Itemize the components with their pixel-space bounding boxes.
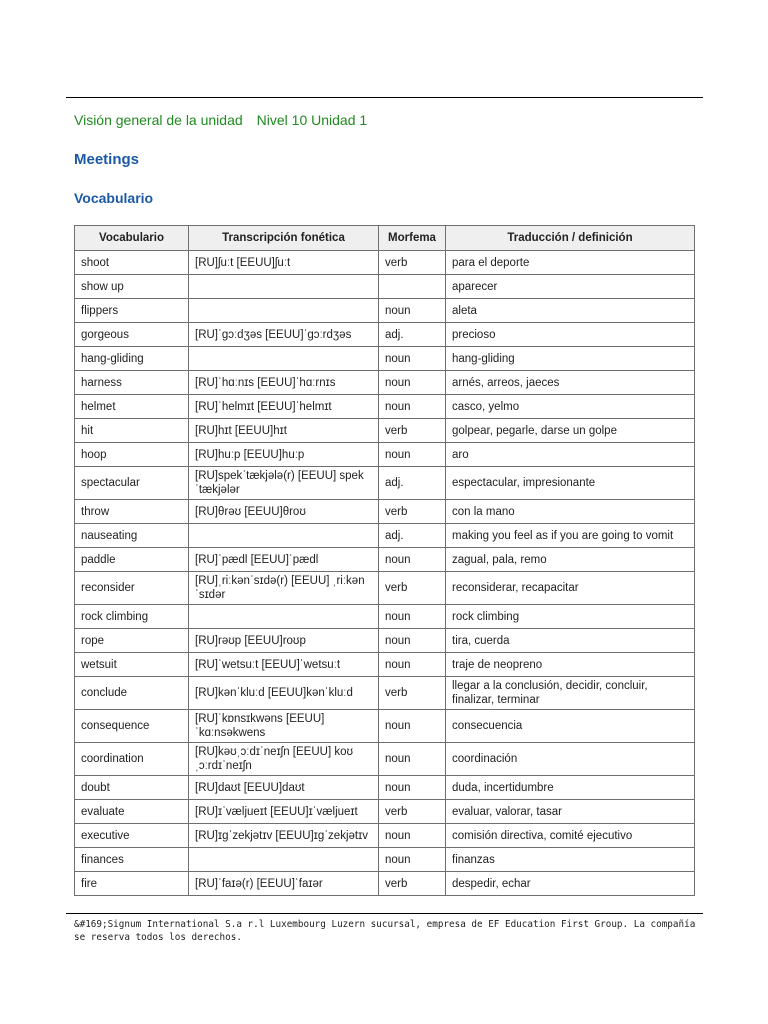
phonetic-cell: [RU]spekˈtækjələ(r) [EEUU] spekˈtækjələr [189, 467, 379, 500]
translation-cell: despedir, echar [446, 872, 695, 896]
vocabulary-cell: executive [75, 824, 189, 848]
morpheme-cell: noun [379, 347, 446, 371]
phonetic-cell: [RU]ˌriːkənˈsɪdə(r) [EEUU] ˌriːkənˈsɪdər [189, 572, 379, 605]
translation-cell: arnés, arreos, jaeces [446, 371, 695, 395]
vocabulary-cell: paddle [75, 548, 189, 572]
morpheme-cell: verb [379, 251, 446, 275]
morpheme-cell: noun [379, 371, 446, 395]
phonetic-cell: [RU]kəʊˌɔːdɪˈneɪʃn [EEUU] koʊˌɔːrdɪˈneɪʃn [189, 743, 379, 776]
vocabulary-cell: hoop [75, 443, 189, 467]
vocabulary-cell: evaluate [75, 800, 189, 824]
vocabulary-cell: finances [75, 848, 189, 872]
footer-line: &#169;Signum International S.a r.l Luxembourg Luzern sucursal, empresa de EF Education First Group. La compañía [74, 919, 696, 930]
column-header: Traducción / definición [446, 226, 695, 251]
table-row [75, 872, 695, 896]
table-row [75, 605, 695, 629]
vocabulary-cell: hang-gliding [75, 347, 189, 371]
phonetic-cell: [RU]ˈfaɪə(r) [EEUU]ˈfaɪər [189, 872, 379, 896]
column-header: Transcripción fonética [189, 226, 379, 251]
translation-cell: traje de neopreno [446, 653, 695, 677]
phonetic-cell: [RU]ɪˈvæljueɪt [EEUU]ɪˈvæljueɪt [189, 800, 379, 824]
phonetic-cell [189, 605, 379, 629]
table-row [75, 275, 695, 299]
phonetic-cell [189, 524, 379, 548]
phonetic-cell: [RU]ˈpædl [EEUU]ˈpædl [189, 548, 379, 572]
phonetic-cell: [RU]ʃuːt [EEUU]ʃuːt [189, 251, 379, 275]
footer-divider [66, 913, 703, 914]
table-row [75, 572, 695, 605]
page-title: Meetings [74, 151, 140, 168]
morpheme-cell: noun [379, 824, 446, 848]
table-row [75, 629, 695, 653]
table-row [75, 743, 695, 776]
table-row [75, 347, 695, 371]
vocabulary-cell: reconsider [75, 572, 189, 605]
table-row [75, 395, 695, 419]
morpheme-cell: adj. [379, 524, 446, 548]
translation-cell: finanzas [446, 848, 695, 872]
morpheme-cell: verb [379, 872, 446, 896]
phonetic-cell [189, 299, 379, 323]
morpheme-cell: adj. [379, 323, 446, 347]
translation-cell: para el deporte [446, 251, 695, 275]
morpheme-cell: noun [379, 548, 446, 572]
table-row [75, 419, 695, 443]
vocabulary-cell: harness [75, 371, 189, 395]
vocabulary-cell: show up [75, 275, 189, 299]
vocabulary-cell: rock climbing [75, 605, 189, 629]
morpheme-cell: verb [379, 500, 446, 524]
morpheme-cell: verb [379, 572, 446, 605]
translation-cell: llegar a la conclusión, decidir, concluir, finalizar, terminar [446, 677, 695, 710]
table-row [75, 467, 695, 500]
footer-line: se reserva todos los derechos. [74, 932, 242, 943]
translation-cell: consecuencia [446, 710, 695, 743]
phonetic-cell: [RU]huːp [EEUU]huːp [189, 443, 379, 467]
phonetic-cell: [RU]rəʊp [EEUU]roʊp [189, 629, 379, 653]
vocabulary-table [74, 225, 695, 896]
morpheme-cell: noun [379, 848, 446, 872]
morpheme-cell: noun [379, 629, 446, 653]
table-row [75, 323, 695, 347]
vocabulary-cell: coordination [75, 743, 189, 776]
vocabulary-cell: consequence [75, 710, 189, 743]
translation-cell: aparecer [446, 275, 695, 299]
table-header-row [75, 226, 695, 251]
vocabulary-cell: nauseating [75, 524, 189, 548]
phonetic-cell: [RU]ˈhelmɪt [EEUU]ˈhelmɪt [189, 395, 379, 419]
table-row [75, 800, 695, 824]
table-row [75, 524, 695, 548]
translation-cell: coordinación [446, 743, 695, 776]
vocabulary-cell: fire [75, 872, 189, 896]
translation-cell: con la mano [446, 500, 695, 524]
table-row [75, 443, 695, 467]
vocabulary-cell: spectacular [75, 467, 189, 500]
phonetic-cell: [RU]kənˈkluːd [EEUU]kənˈkluːd [189, 677, 379, 710]
vocabulary-cell: doubt [75, 776, 189, 800]
table-row [75, 776, 695, 800]
morpheme-cell: noun [379, 443, 446, 467]
morpheme-cell: noun [379, 710, 446, 743]
table-row [75, 299, 695, 323]
unit-label: Nivel 10 Unidad 1 [256, 112, 368, 128]
vocabulary-cell: wetsuit [75, 653, 189, 677]
morpheme-cell: verb [379, 677, 446, 710]
table-row [75, 710, 695, 743]
vocabulary-cell: hit [75, 419, 189, 443]
table-body [75, 251, 695, 896]
vocabulary-cell: conclude [75, 677, 189, 710]
vocabulary-cell: helmet [75, 395, 189, 419]
translation-cell: casco, yelmo [446, 395, 695, 419]
translation-cell: comisión directiva, comité ejecutivo [446, 824, 695, 848]
column-header: Vocabulario [75, 226, 189, 251]
overview-label: Visión general de la unidad [74, 112, 243, 128]
translation-cell: aro [446, 443, 695, 467]
phonetic-cell: [RU]ˈkɒnsɪkwəns [EEUU] ˈkɑːnsəkwens [189, 710, 379, 743]
copyright-footer [74, 918, 704, 944]
morpheme-cell [379, 275, 446, 299]
table-row [75, 500, 695, 524]
phonetic-cell: [RU]θrəʊ [EEUU]θroʊ [189, 500, 379, 524]
vocabulary-cell: throw [75, 500, 189, 524]
table-row [75, 653, 695, 677]
vocabulary-cell: flippers [75, 299, 189, 323]
table-row [75, 548, 695, 572]
translation-cell: espectacular, impresionante [446, 467, 695, 500]
section-heading: Vocabulario [74, 190, 154, 206]
phonetic-cell: [RU]daʊt [EEUU]daʊt [189, 776, 379, 800]
phonetic-cell: [RU]ˈhɑːnɪs [EEUU]ˈhɑːrnɪs [189, 371, 379, 395]
column-header: Morfema [379, 226, 446, 251]
vocabulary-cell: shoot [75, 251, 189, 275]
table-row [75, 848, 695, 872]
table-row [75, 677, 695, 710]
translation-cell: rock climbing [446, 605, 695, 629]
translation-cell: precioso [446, 323, 695, 347]
table-row [75, 251, 695, 275]
morpheme-cell: noun [379, 653, 446, 677]
phonetic-cell: [RU]ɪɡˈzekjətɪv [EEUU]ɪɡˈzekjətɪv [189, 824, 379, 848]
morpheme-cell: noun [379, 299, 446, 323]
translation-cell: tira, cuerda [446, 629, 695, 653]
table-row [75, 824, 695, 848]
vocabulary-cell: gorgeous [75, 323, 189, 347]
phonetic-cell: [RU]ˈwetsuːt [EEUU]ˈwetsuːt [189, 653, 379, 677]
table-row [75, 371, 695, 395]
vocabulary-cell: rope [75, 629, 189, 653]
phonetic-cell [189, 848, 379, 872]
translation-cell: aleta [446, 299, 695, 323]
translation-cell: hang-gliding [446, 347, 695, 371]
morpheme-cell: verb [379, 419, 446, 443]
morpheme-cell: adj. [379, 467, 446, 500]
translation-cell: evaluar, valorar, tasar [446, 800, 695, 824]
translation-cell: reconsiderar, recapacitar [446, 572, 695, 605]
morpheme-cell: noun [379, 776, 446, 800]
morpheme-cell: noun [379, 743, 446, 776]
unit-header [74, 112, 367, 128]
morpheme-cell: noun [379, 395, 446, 419]
phonetic-cell [189, 275, 379, 299]
phonetic-cell: [RU]hɪt [EEUU]hɪt [189, 419, 379, 443]
translation-cell: making you feel as if you are going to vomit [446, 524, 695, 548]
phonetic-cell: [RU]ˈɡɔːdʒəs [EEUU]ˈɡɔːrdʒəs [189, 323, 379, 347]
translation-cell: zagual, pala, remo [446, 548, 695, 572]
translation-cell: duda, incertidumbre [446, 776, 695, 800]
top-divider [66, 97, 703, 98]
phonetic-cell [189, 347, 379, 371]
translation-cell: golpear, pegarle, darse un golpe [446, 419, 695, 443]
morpheme-cell: verb [379, 800, 446, 824]
morpheme-cell: noun [379, 605, 446, 629]
